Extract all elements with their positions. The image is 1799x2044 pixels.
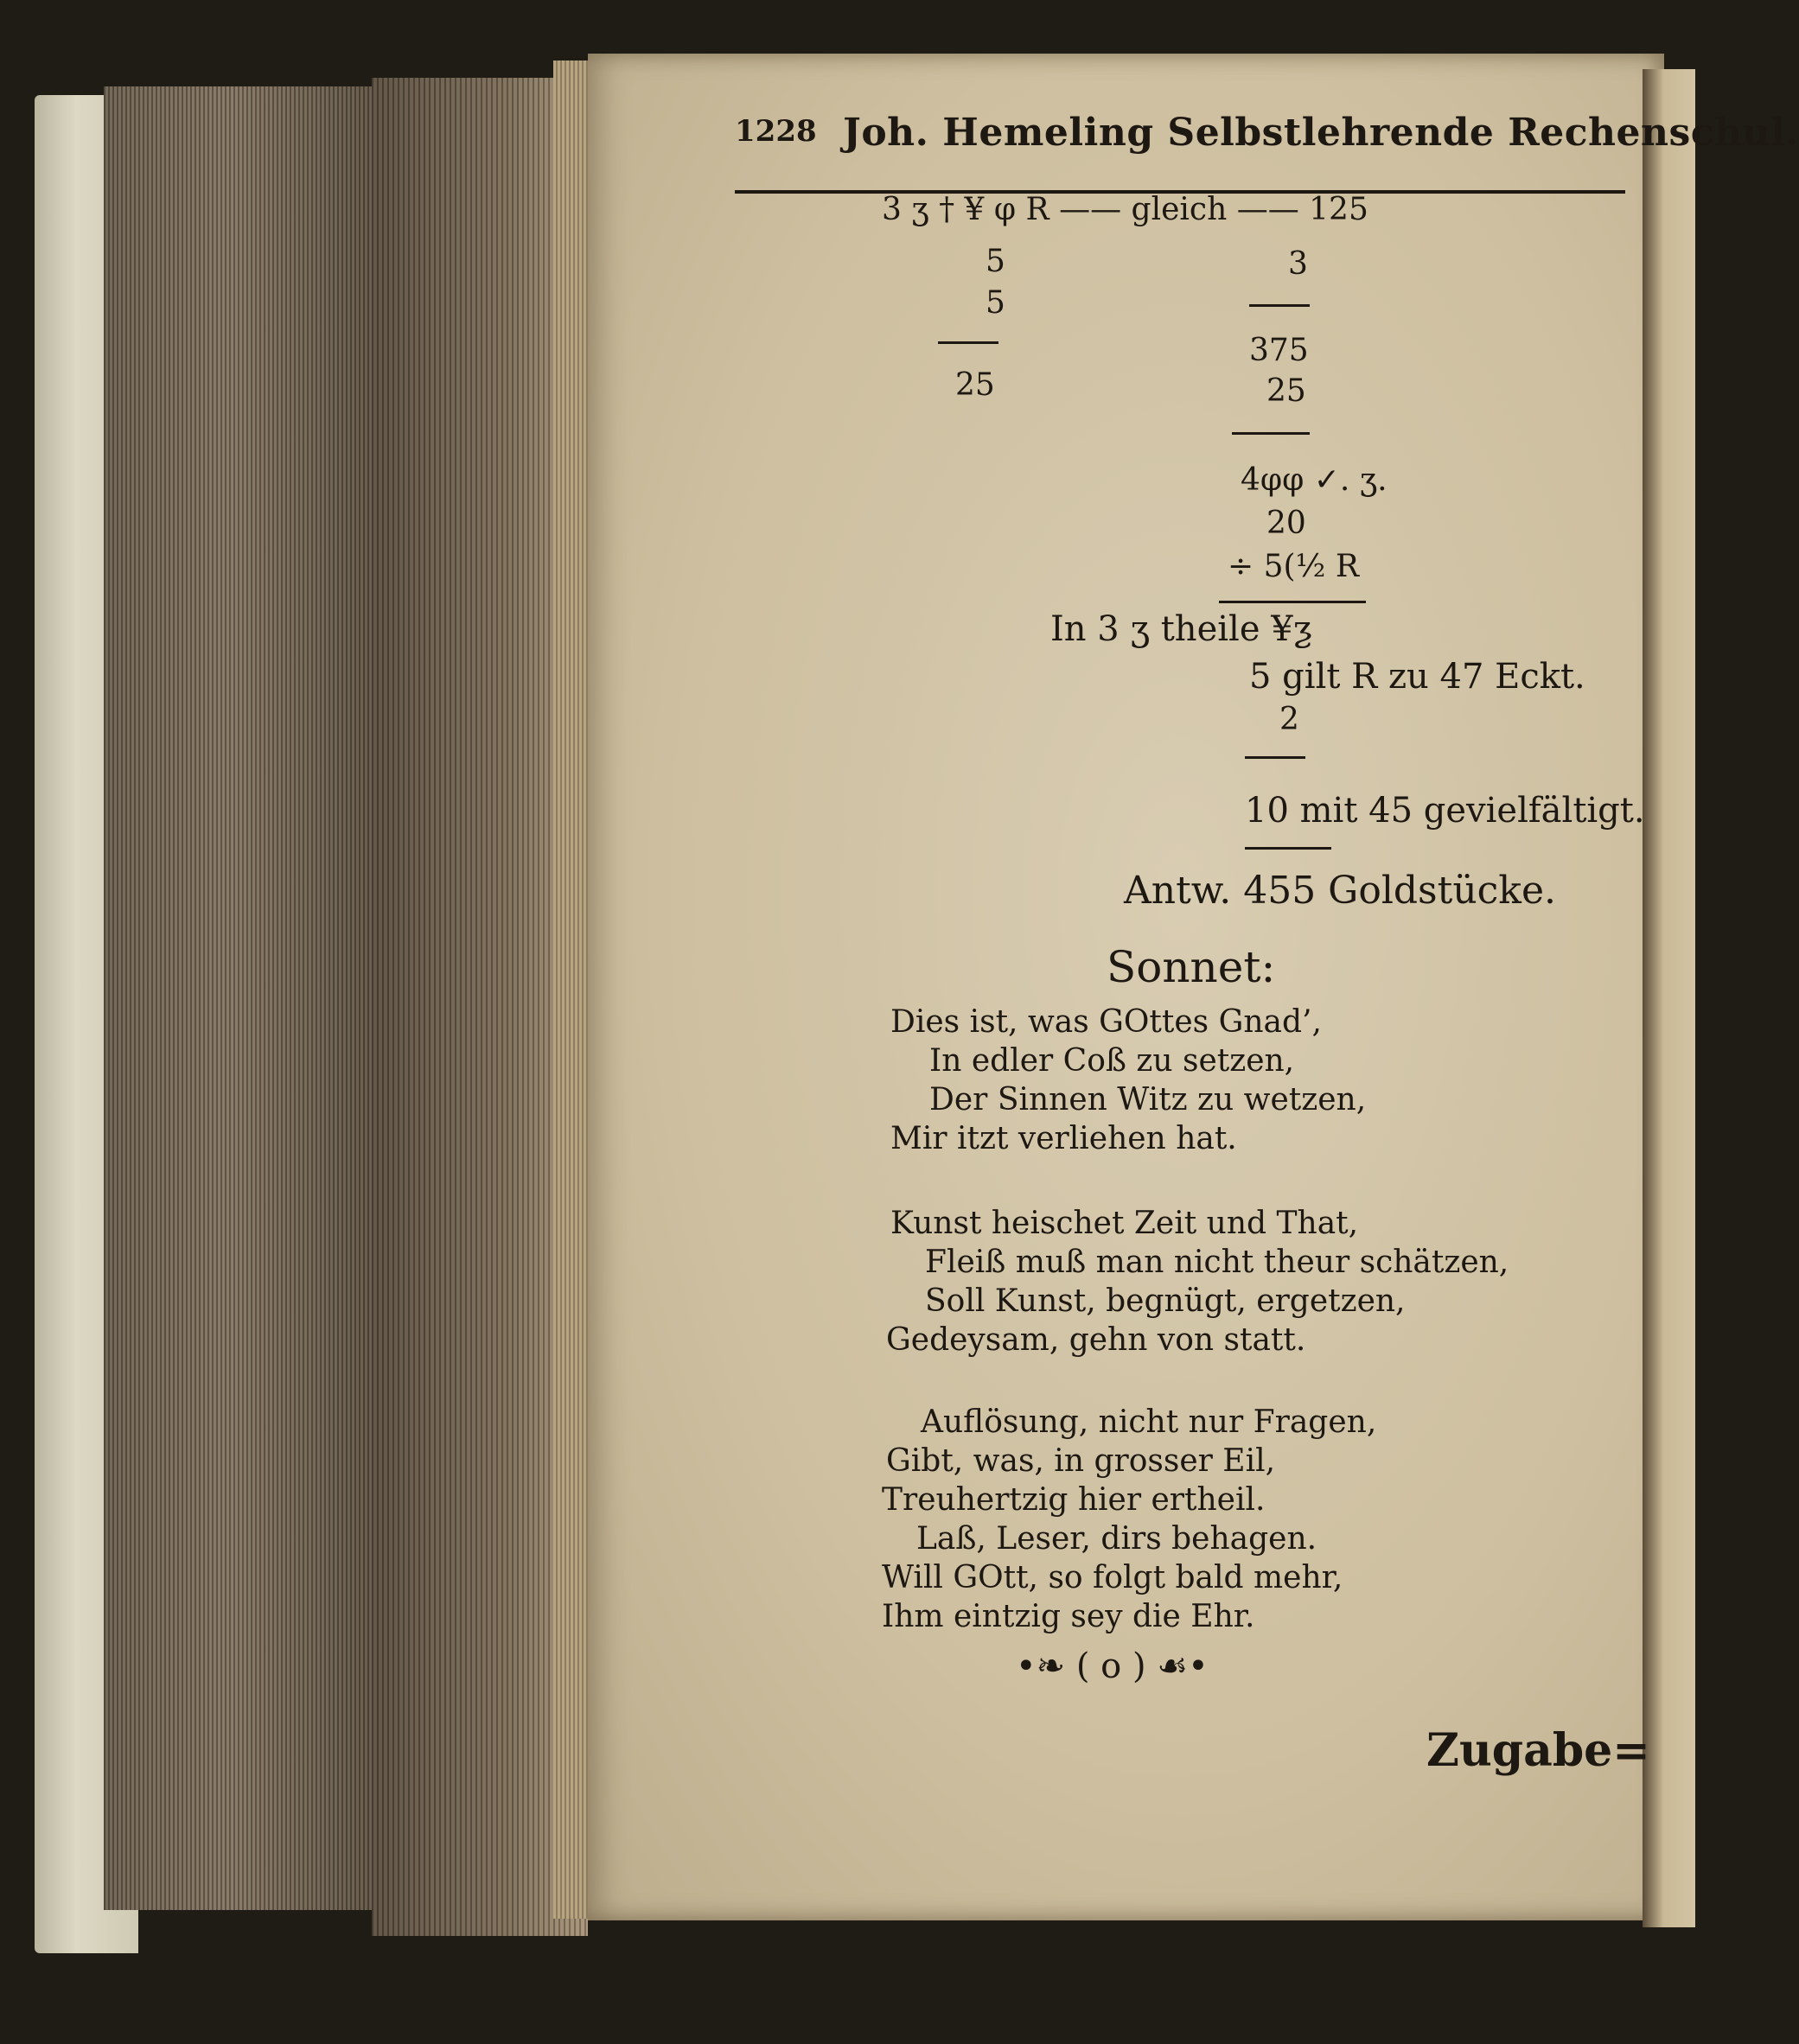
verse-line: Soll Kunst, begnügt, ergetzen, [925,1283,1406,1319]
calc-right-value: 375 [1249,333,1309,368]
calc-answer: Antw. 455 Goldstücke. [1124,869,1556,913]
calc-rule [1245,756,1305,759]
verse-line: Laß, Leser, dirs behagen. [916,1521,1317,1557]
verse-line: Auflösung, nicht nur Fragen, [921,1404,1377,1440]
calc-rule [1245,847,1331,850]
running-head [735,111,1799,162]
verse-line: Gibt, was, in grosser Eil, [886,1443,1276,1479]
calc-left-value: 5 [986,244,1005,279]
calc-divisor: 20 [1266,506,1306,541]
verse-line: In edler Coß zu setzen, [929,1043,1295,1079]
calc-right-value: 3 [1288,246,1308,282]
calc-product-line: 10 mit 45 gevielfältigt. [1245,791,1645,831]
calc-first-line: 3 ʒ † ¥ φ R —— gleich —— 125 [882,192,1368,227]
calc-right-value: 25 [1266,373,1306,409]
verse-line: Ihm eintzig sey die Ehr. [882,1599,1255,1634]
verse-line: Dies ist, was GOttes Gnad’, [890,1004,1322,1040]
running-title: Joh. Hemeling Selbstlehrende Rechenschul. [843,111,1799,155]
calc-rule [1219,601,1366,603]
catchword: Zugabe= [1426,1724,1650,1777]
facing-page-edge [1643,69,1695,1927]
verse-line: Treuhertzig hier ertheil. [882,1482,1266,1518]
calc-rule [938,341,998,344]
verse-line: Will GOtt, so folgt bald mehr, [882,1560,1343,1595]
sonnet-title: Sonnet: [1107,942,1276,992]
calc-multiplier: 2 [1279,702,1299,737]
calc-left-value: 25 [955,367,995,403]
verse-line: Der Sinnen Witz zu wetzen, [929,1082,1367,1118]
calc-rule [1249,304,1310,307]
verse-line: Fleiß muß man nicht theur schätzen, [925,1245,1509,1280]
calc-divide-line: In 3 ʒ theile ¥ƺ [1050,609,1313,649]
calc-result: 4φφ ✓. ʒ. [1241,462,1388,498]
calc-quotient: ÷ 5(½ R [1228,549,1359,584]
page-block-fore-edge [104,86,389,1910]
calc-left-value: 5 [986,285,1005,321]
calc-rate-line: 5 gilt R zu 47 Eckt. [1249,657,1585,697]
verse-line: Gedeysam, gehn von statt. [886,1322,1306,1358]
verse-line: Mir itzt verliehen hat. [890,1121,1237,1156]
calc-rule [1232,432,1310,435]
fleuron-ornament: •❧ ( o ) ☙• [1016,1646,1209,1686]
verse-line: Kunst heischet Zeit und That, [890,1206,1359,1241]
page-number: 1228 [735,114,817,149]
